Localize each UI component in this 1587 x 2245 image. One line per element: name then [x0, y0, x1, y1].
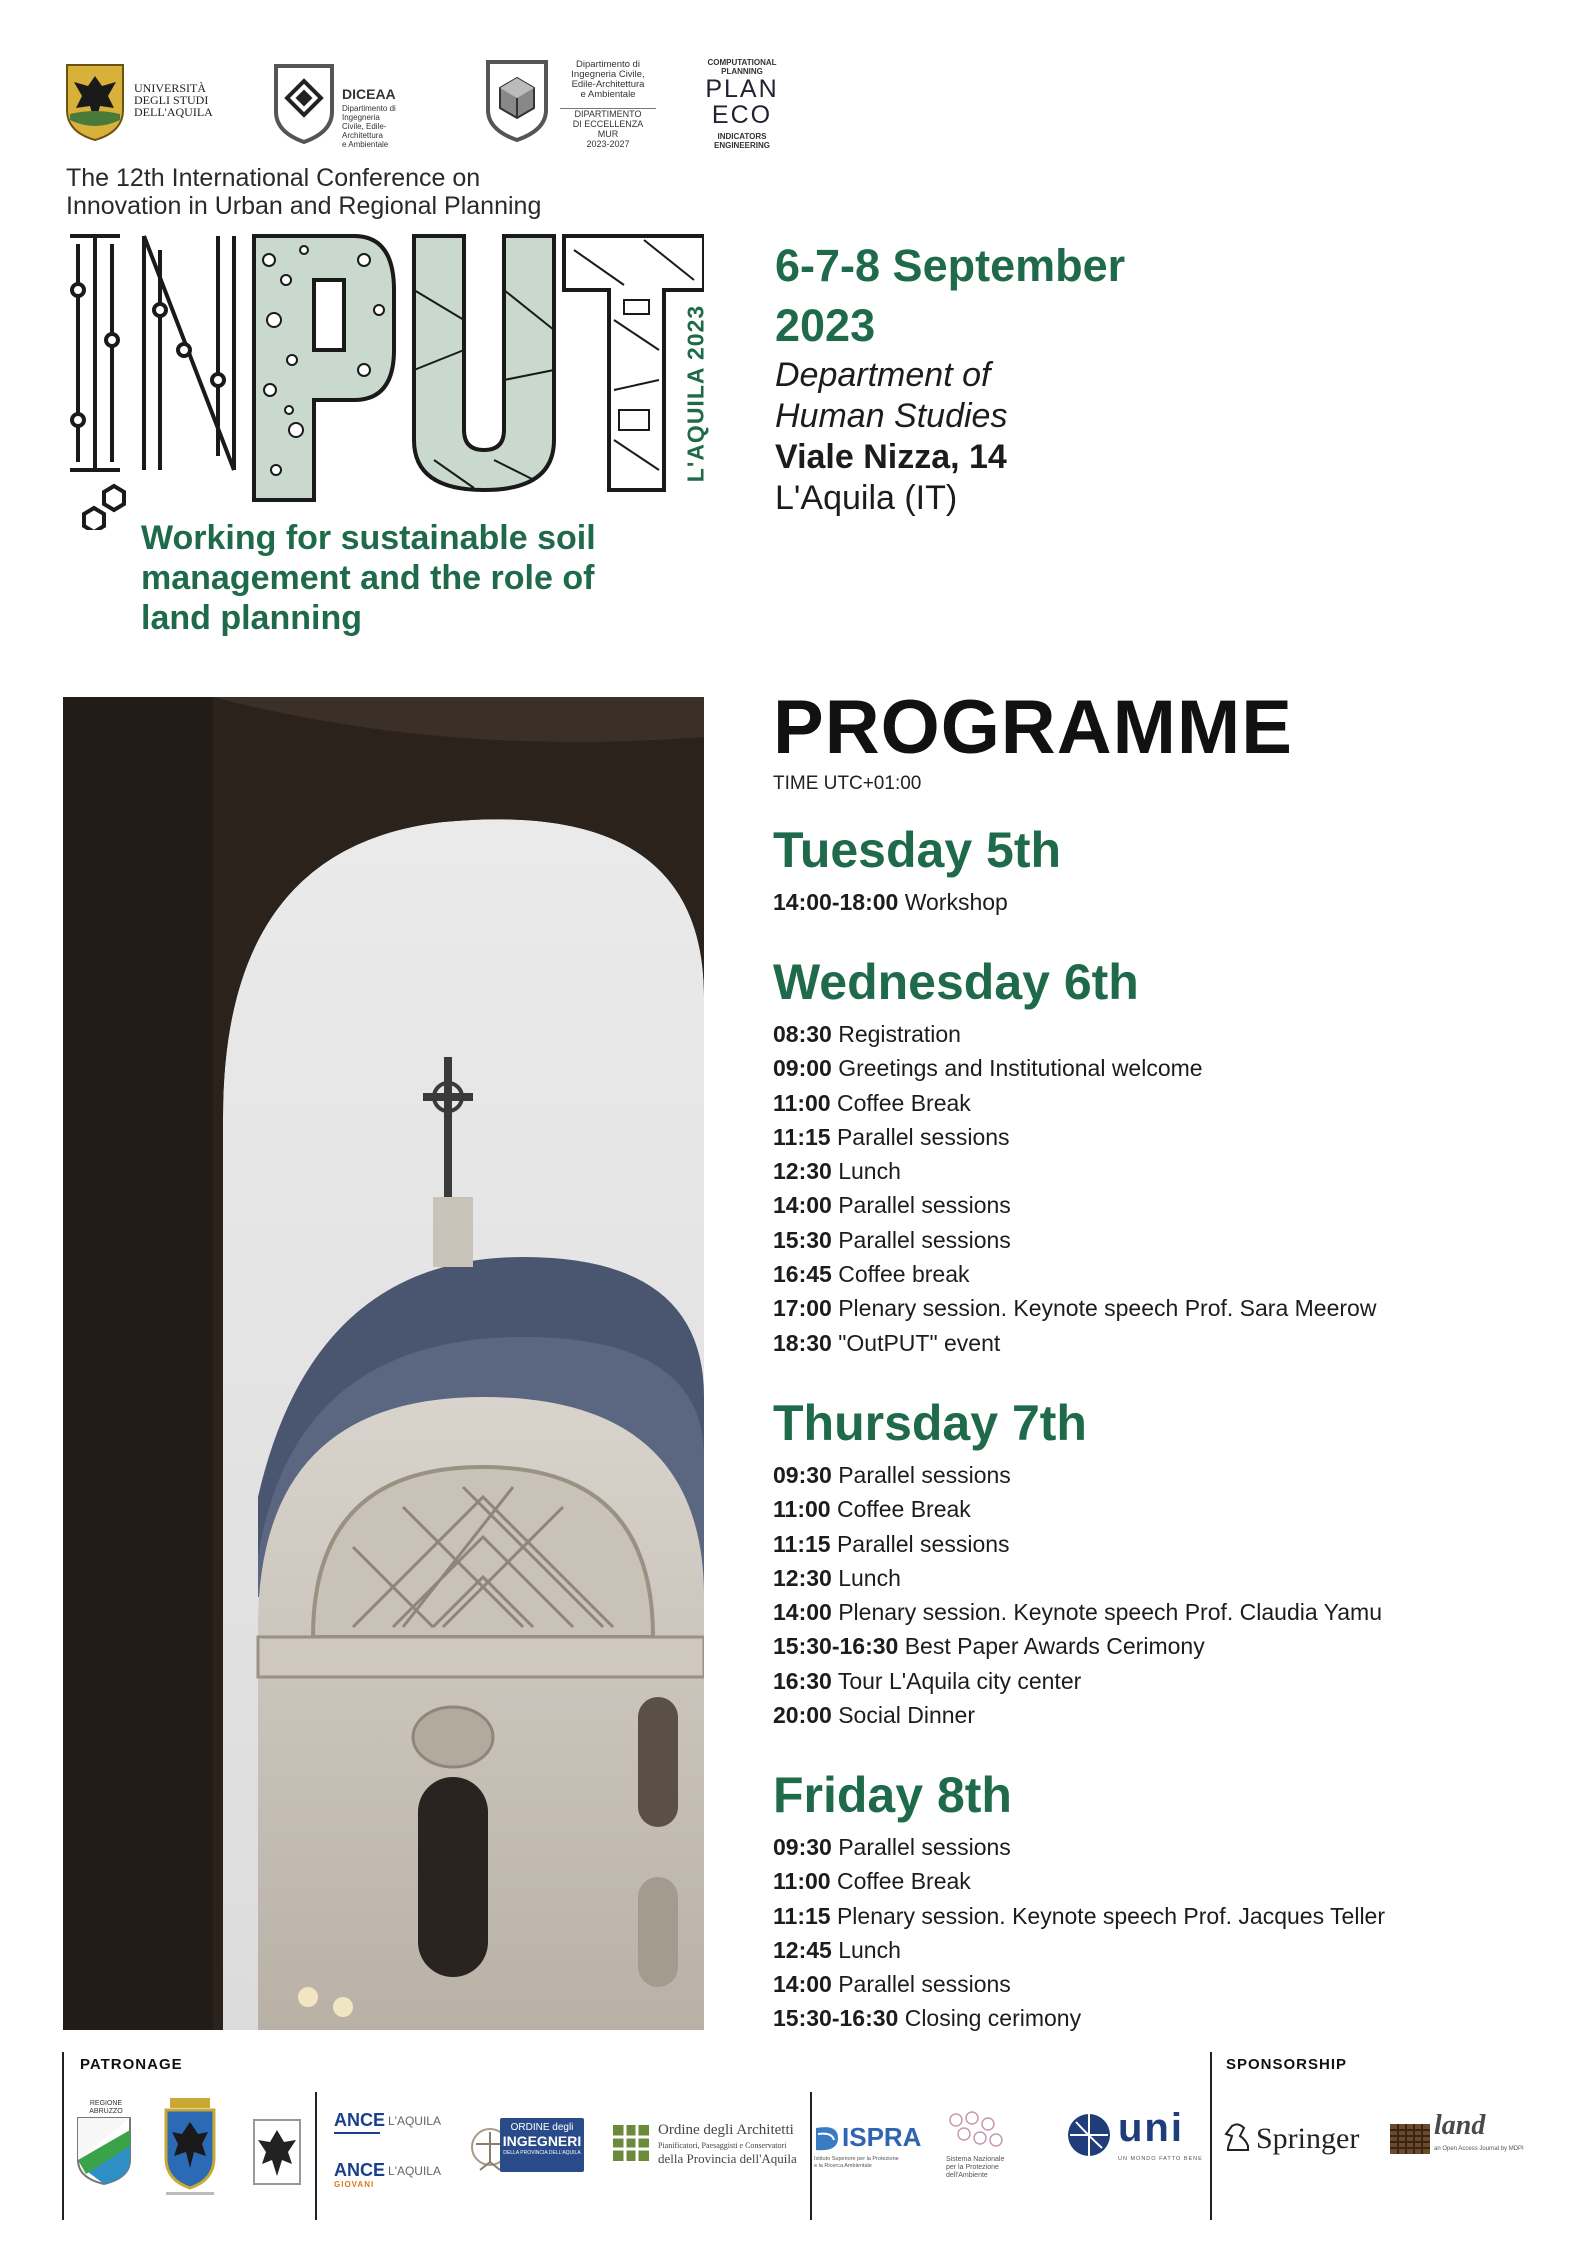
day-friday	[773, 1766, 1385, 2036]
ance-giovani-city: L'AQUILA	[388, 2164, 441, 2178]
schedule-item	[773, 1291, 1376, 1325]
brand-side-label-wrap	[676, 290, 716, 510]
church-through-arch-image	[63, 697, 704, 2030]
footer-divider	[62, 2052, 64, 2220]
land-subtitle: an Open Access Journal by MDPI	[1434, 2146, 1524, 2152]
land-label: land	[1434, 2110, 1486, 2141]
planeco-logo	[704, 58, 784, 154]
schedule-event: "OutPUT" event	[838, 1329, 1001, 1356]
schedule-list	[773, 1830, 1385, 2036]
input-brand-graphic	[64, 230, 709, 530]
schedule-item	[773, 1830, 1385, 1864]
architetti-grid-icon	[612, 2124, 650, 2162]
schedule-time: 11:15	[773, 1123, 831, 1150]
schedule-time: 16:45	[773, 1261, 832, 1288]
ance-label: ANCE	[334, 2110, 386, 2130]
footer-divider	[810, 2092, 812, 2220]
schedule-time: 14:00	[773, 1971, 832, 1998]
schedule-time: 11:15	[773, 1530, 831, 1557]
ordine-architetti-line1: Ordine degli Architetti	[658, 2122, 794, 2138]
schedule-time: 09:30	[773, 1462, 832, 1488]
schedule-event: Tour L'Aquila city center	[837, 1667, 1082, 1694]
schedule-time: 11:00	[773, 1089, 831, 1116]
tagline	[141, 518, 661, 638]
schedule-event: Plenary session. Keynote speech Prof. Claudia Yamu	[838, 1599, 1383, 1626]
schedule-event: Lunch	[838, 1564, 901, 1591]
planeco-top: COMPUTATIONAL PLANNING	[707, 58, 777, 76]
ance-city: L'AQUILA	[388, 2114, 441, 2128]
event-date-line1: 6-7-8 September	[775, 240, 1126, 291]
venue-line1: Department of	[775, 356, 991, 394]
schedule-list	[773, 1017, 1376, 1360]
regione-abruzzo-logo	[76, 2100, 136, 2210]
conference-title-line1: The 12th International Conference on	[66, 164, 481, 192]
snpa-logo	[940, 2110, 1030, 2190]
schedule-event: Lunch	[838, 1158, 901, 1185]
day-heading: Wednesday 6th	[773, 954, 1139, 1010]
chess-knight-icon	[1222, 2120, 1252, 2152]
schedule-item	[773, 1188, 1376, 1222]
snpa-text: Sistema Nazionale per la Protezione dell'Ambiente	[946, 2156, 1005, 2179]
sponsorship-label: SPONSORSHIP	[1226, 2056, 1348, 2073]
day-thursday	[773, 1394, 1382, 1732]
schedule-list	[773, 885, 1061, 919]
tagline-line-3: land planning	[141, 599, 362, 637]
ordine-ingegneri-line2: INGEGNERI	[502, 2133, 582, 2149]
schedule-item	[773, 1933, 1385, 1967]
schedule-time: 18:30	[773, 1329, 832, 1356]
schedule-event: Closing cerimony	[904, 2005, 1082, 2032]
schedule-event: Social Dinner	[838, 1702, 976, 1729]
uni-label: uni	[1118, 2106, 1184, 2150]
schedule-time: 15:30	[773, 1226, 832, 1253]
schedule-event: Parallel sessions	[838, 1834, 1011, 1860]
day-tuesday	[773, 821, 1061, 919]
event-date-line2: 2023	[775, 300, 876, 351]
schedule-item	[773, 2001, 1385, 2035]
schedule-time: 15:30-16:30	[773, 1633, 899, 1660]
schedule-item	[773, 1120, 1376, 1154]
schedule-time: 08:30	[773, 1021, 832, 1047]
schedule-item	[773, 1629, 1382, 1663]
schedule-time: 12:45	[773, 1936, 832, 1963]
schedule-time: 15:30-16:30	[773, 2005, 899, 2032]
crest-icon	[160, 2094, 220, 2204]
venue-city: L'Aquila (IT)	[775, 479, 958, 517]
schedule-item	[773, 1154, 1376, 1188]
tagline-line-2: management and the role of	[141, 559, 595, 597]
schedule-event: Parallel sessions	[836, 1530, 1010, 1557]
planeco-bottom: INDICATORS ENGINEERING	[713, 132, 770, 150]
schedule-event: Parallel sessions	[838, 1192, 1011, 1219]
footer-divider	[315, 2092, 317, 2220]
schedule-item	[773, 885, 1061, 919]
ordine-architetti-logo	[612, 2122, 802, 2182]
schedule-item	[773, 1561, 1382, 1595]
diceaa-title: DICEAA	[342, 86, 396, 102]
day-wednesday	[773, 953, 1376, 1360]
eagle-icon	[252, 2118, 302, 2188]
schedule-item	[773, 1698, 1382, 1732]
schedule-item	[773, 1326, 1376, 1360]
schedule-item	[773, 1492, 1382, 1526]
ordine-ingegneri-logo	[470, 2108, 585, 2188]
univaq-logo	[64, 62, 224, 142]
comune-eagle-logo	[252, 2118, 302, 2188]
schedule-item	[773, 1458, 1382, 1492]
planeco-main: PLAN ECO	[705, 75, 779, 129]
ordine-ingegneri-line1: ORDINE degli	[510, 2122, 574, 2133]
schedule-item	[773, 1086, 1376, 1120]
schedule-item	[773, 1223, 1376, 1257]
schedule-time: 14:00	[773, 1192, 832, 1219]
schedule-time: 11:00	[773, 1496, 831, 1523]
cube-shield-icon	[484, 58, 550, 144]
schedule-event: Greetings and Institutional welcome	[838, 1055, 1203, 1082]
tagline-line-1: Working for sustainable soil	[141, 519, 596, 557]
schedule-time: 09:30	[773, 1834, 832, 1860]
regione-shield-icon	[76, 2116, 132, 2186]
schedule-list	[773, 1458, 1382, 1732]
globe-icon	[1066, 2112, 1112, 2158]
land-journal-logo	[1390, 2110, 1570, 2164]
schedule-event: Plenary session. Keynote speech Prof. Jacques Teller	[836, 1902, 1385, 1929]
diceaa-subtitle: Dipartimento di Ingegneria Civile, Edile-Architettura e Ambientale	[342, 104, 396, 149]
provincia-crest-logo	[160, 2094, 220, 2204]
schedule-event: Parallel sessions	[838, 1226, 1011, 1253]
schedule-time: 17:00	[773, 1295, 832, 1322]
schedule-item	[773, 1664, 1382, 1698]
schedule-event: Coffee Break	[836, 1868, 971, 1895]
schedule-time: 11:00	[773, 1868, 831, 1895]
ordine-ingegneri-line3: DELLA PROVINCIA DELL'AQUILA	[503, 2150, 581, 2156]
ispra-subtitle: Istituto Superiore per la Protezione e la Ricerca Ambientale	[814, 2156, 899, 2169]
ispra-logo	[814, 2122, 924, 2182]
schedule-item	[773, 1017, 1376, 1051]
network-icon	[946, 2110, 1006, 2152]
event-venue	[775, 355, 1007, 519]
schedule-time: 09:00	[773, 1055, 832, 1082]
ordine-ingegneri-badge	[500, 2118, 584, 2172]
schedule-event: Coffee break	[838, 1261, 970, 1288]
dept-excellence: DIPARTIMENTO DI ECCELLENZA MUR 2023-2027	[560, 108, 656, 149]
schedule-time: 14:00-18:00	[773, 889, 899, 915]
event-date	[775, 236, 1125, 356]
church-photo	[63, 697, 704, 2030]
day-heading: Tuesday 5th	[773, 822, 1062, 878]
ance-logos	[334, 2110, 464, 2210]
schedule-item	[773, 1864, 1385, 1898]
schedule-event: Workshop	[904, 889, 1008, 915]
eagle-crest-icon	[64, 62, 126, 142]
univaq-name: UNIVERSITÀ DEGLI STUDI DELL'AQUILA	[134, 81, 213, 119]
schedule-event: Lunch	[838, 1936, 901, 1963]
ispra-label: ISPRA	[842, 2122, 922, 2152]
dept-name: Dipartimento di Ingegneria Civile, Edile-Architettura e Ambientale	[571, 59, 645, 100]
ispra-leaf-icon	[814, 2124, 840, 2154]
schedule-time: 14:00	[773, 1599, 832, 1626]
schedule-event: Parallel sessions	[838, 1462, 1011, 1488]
schedule-time: 11:15	[773, 1902, 831, 1929]
schedule-item	[773, 1527, 1382, 1561]
day-heading: Friday 8th	[773, 1767, 1012, 1823]
uni-subtitle: UN MONDO FATTO BENE	[1118, 2156, 1203, 2162]
programme-timezone: TIME UTC+01:00	[773, 773, 922, 794]
ance-giovani-sub: GIOVANI	[334, 2180, 375, 2189]
schedule-event: Registration	[838, 1021, 961, 1047]
schedule-item	[773, 1595, 1382, 1629]
shield-icon	[272, 62, 336, 146]
schedule-event: Best Paper Awards Cerimony	[904, 1633, 1205, 1660]
schedule-event: Parallel sessions	[836, 1123, 1010, 1150]
schedule-time: 12:30	[773, 1158, 832, 1185]
dept-excellence-logo	[484, 58, 664, 154]
venue-line2: Human Studies	[775, 397, 1008, 435]
schedule-item	[773, 1967, 1385, 2001]
ordine-architetti-line3: della Provincia dell'Aquila	[658, 2151, 797, 2166]
ordine-architetti-line2: Pianificatori, Paesaggisti e Conservatori	[658, 2141, 787, 2150]
ance-giovani-label: ANCE	[334, 2160, 386, 2180]
diceaa-logo	[272, 62, 412, 149]
schedule-event: Coffee Break	[836, 1089, 971, 1116]
footer-divider	[1210, 2052, 1212, 2220]
springer-logo	[1222, 2118, 1372, 2168]
schedule-event: Parallel sessions	[838, 1971, 1011, 1998]
schedule-time: 16:30	[773, 1667, 832, 1694]
brand-side-label: L'AQUILA 2023	[682, 304, 709, 483]
venue-address: Viale Nizza, 14	[775, 438, 1007, 476]
header-logos	[64, 58, 784, 154]
ance-underline	[334, 2132, 380, 2134]
conference-title-line2: Innovation in Urban and Regional Planning	[66, 192, 542, 220]
schedule-item	[773, 1051, 1376, 1085]
springer-label: Springer	[1256, 2122, 1360, 2155]
schedule-event: Coffee Break	[836, 1496, 971, 1523]
schedule-item	[773, 1257, 1376, 1291]
field-stripes-icon	[1390, 2124, 1430, 2154]
regione-name: REGIONE ABRUZZO	[89, 2100, 123, 2115]
schedule-time: 20:00	[773, 1702, 832, 1729]
day-heading: Thursday 7th	[773, 1395, 1087, 1451]
patronage-label: PATRONAGE	[80, 2056, 183, 2073]
schedule-event: Plenary session. Keynote speech Prof. Sara Meerow	[838, 1295, 1377, 1322]
programme-title: PROGRAMME	[773, 685, 1293, 770]
schedule-item	[773, 1899, 1385, 1933]
input-lettering	[64, 230, 704, 530]
uni-logo	[1066, 2106, 1206, 2182]
schedule-time: 12:30	[773, 1564, 832, 1591]
